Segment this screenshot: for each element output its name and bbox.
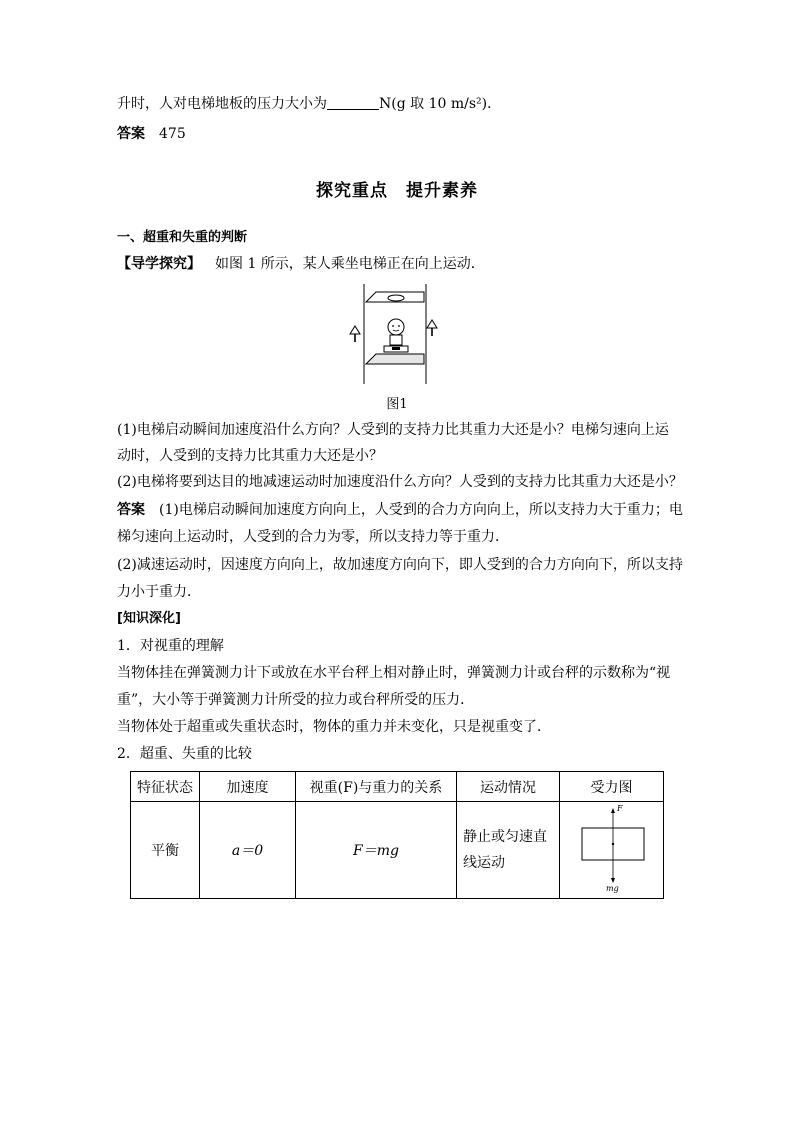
ans1-line1 — [117, 500, 683, 520]
answer-line — [117, 124, 677, 144]
ans-label: 答案 — [117, 502, 145, 518]
ans2-line1: (2)减速运动时，因速度方向向上，故加速度方向向下，即人受到的合力方向向下，所以支持 — [117, 557, 683, 573]
header-relation: 视重(F)与重力的关系 — [296, 772, 457, 802]
guide-text: 如图 1 所示，某人乘坐电梯正在向上运动． — [215, 256, 485, 272]
answer-label: 答案 — [117, 126, 145, 142]
header-motion: 运动情况 — [457, 772, 560, 802]
figure-caption: 图1 — [386, 397, 408, 412]
elevator-drawing — [344, 280, 444, 386]
header-acceleration: 加速度 — [200, 772, 296, 802]
answer-blank — [327, 95, 379, 110]
item1-line1: 当物体挂在弹簧测力计下或放在水平台秤上相对静止时，弹簧测力计或台秤的示数称为“视 — [117, 665, 671, 681]
ans1-line2: 梯匀速向上运动时，人受到的合力为零，所以支持力等于重力． — [117, 529, 509, 545]
ans1-text: (1)电梯启动瞬间加速度方向向上，人受到的合力方向向上，所以支持力大于重力；电 — [159, 502, 683, 518]
force-label-F: F — [616, 804, 623, 813]
cell-force-diagram — [560, 802, 664, 899]
header-state: 特征状态 — [131, 772, 200, 802]
answer-value: 475 — [159, 126, 186, 142]
table-header-row — [131, 772, 664, 802]
motion-line2: 线运动 — [463, 855, 505, 871]
force-diagram — [562, 802, 662, 894]
question-tail-line — [117, 94, 677, 114]
ans2-line2: 力小于重力． — [117, 584, 201, 600]
question-tail-unit: N(g 取 10 m/s²)． — [379, 96, 502, 112]
q2-line1: (2)电梯将要到达目的地减速运动时加速度沿什么方向？人受到的支持力比其重力大还是小？ — [117, 474, 683, 490]
table-row — [131, 802, 664, 899]
guide-label: 【导学探究】 — [117, 256, 201, 272]
item1-line3: 当物体处于超重或失重状态时，物体的重力并未变化，只是视重变了． — [117, 719, 551, 735]
up-arrow-right-icon — [427, 320, 437, 336]
q1-line1: (1)电梯启动瞬间加速度沿什么方向？人受到的支持力比其重力大还是小？电梯匀速向上运 — [117, 422, 669, 438]
item2-title: 2．超重、失重的比较 — [117, 746, 252, 762]
motion-line1: 静止或匀速直 — [463, 829, 547, 845]
person-body — [390, 335, 402, 345]
question-tail-text: 升时，人对电梯地板的压力大小为 — [117, 96, 327, 112]
up-arrow-left-icon — [350, 326, 360, 342]
cell-relation: F＝mg — [296, 802, 457, 899]
cell-motion — [457, 802, 560, 899]
person-head — [388, 319, 404, 335]
force-label-mg: mg — [605, 884, 619, 893]
part1-heading: 一、超重和失重的判断 — [117, 230, 248, 245]
cabin-floor — [366, 354, 424, 364]
item1-line2: 重”，大小等于弹簧测力计所受的拉力或台秤所受的压力． — [117, 692, 475, 708]
elevator-figure — [344, 280, 444, 386]
comparison-table — [130, 771, 664, 899]
ceiling-light — [388, 295, 404, 301]
header-diagram: 受力图 — [560, 772, 664, 802]
cell-state: 平衡 — [131, 802, 200, 899]
q1-line2: 动时，人受到的支持力比其重力大还是小？ — [117, 448, 383, 464]
item1-title: 1．对视重的理解 — [117, 638, 224, 654]
knowledge-label: [知识深化] — [117, 611, 181, 626]
guide-line — [117, 254, 677, 274]
section-title: 探究重点 提升素养 — [316, 181, 478, 201]
cell-acceleration: a＝0 — [200, 802, 296, 899]
